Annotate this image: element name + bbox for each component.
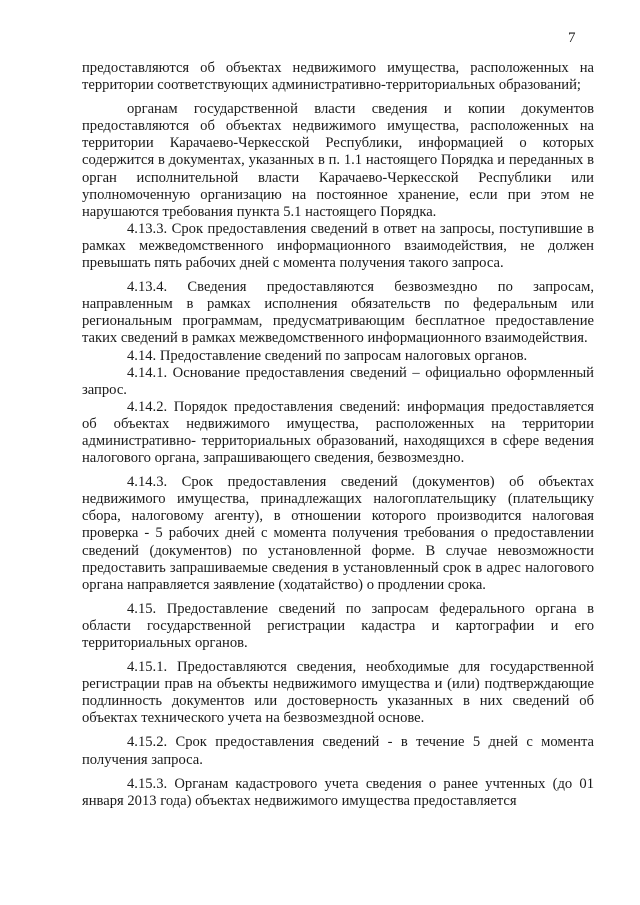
paragraph-4-13-4: 4.13.4. Сведения предоставляются безвозмездно по запросам, направленным в рамках исполнения обязательств по федеральным или региональным программам, предусматривающим бесплатное предоставление таких сведений в рамках межведомственного информационного взаимодействия. [82,279,594,347]
document-body [82,60,594,810]
paragraph-4-14-2: 4.14.2. Порядок предоставления сведений: информация предоставляется об объектах недвижимого имущества, расположенных на территории административно- территориальных образований, находящихся в сфере ведения налогового органа, запрашивающего сведения, безвозмездно. [82,398,594,467]
paragraph-4-15-2: 4.15.2. Срок предоставления сведений - в течение 5 дней с момента получения запроса. [82,734,594,768]
paragraph-4-14: 4.14. Предоставление сведений по запросам налоговых органов. [127,347,528,364]
paragraph-1: предоставляются об объектах недвижимого имущества, расположенных на территории соответствующих административно-территориальных образований; [82,60,594,94]
page-number: 7 [568,30,576,46]
paragraph-4-14-1: 4.14.1. Основание предоставления сведений – официально оформленный запрос. [82,364,594,398]
paragraph-4-14-3: 4.14.3. Срок предоставления сведений (документов) об объектах недвижимого имущества, принадлежащих налогоплательщику (плательщику сбора, налоговому агенту), в отношении которого производится налоговая проверка - 5 рабочих дней с момента получения требования о предоставлении сведений (документов) по установленной форме. В случае невозможности предоставить запрашиваемые сведения в установленный срок в адрес налогового органа направляется заявление (ходатайство) о продлении срока. [82,474,594,593]
paragraph-4-15: 4.15. Предоставление сведений по запросам федерального органа в области государственной регистрации кадастра и картографии и его территориальных органов. [82,600,594,651]
paragraph-4-15-1: 4.15.1. Предоставляются сведения, необходимые для государственной регистрации прав на объекты недвижимого имущества и (или) подтверждающие подлинность документов или достоверность указанных в них сведений об объектах технического учета на безвозмездной основе. [82,659,594,727]
paragraph-2: органам государственной власти сведения и копии документов предоставляются об объектах недвижимого имущества, расположенных на территории Карачаево-Черкесской Республики, информацией о которых содержится в документах, указанных в п. 1.1 настоящего Порядка и переданных в орган исполнительной власти Карачаево-Черкесской Республики или уполномоченную организацию на постоянное хранение, если при этом не нарушаются требования пункта 5.1 настоящего Порядка. [82,101,594,220]
paragraph-4-13-3: 4.13.3. Срок предоставления сведений в ответ на запросы, поступившие в рамках межведомственного информационного взаимодействия, не должен превышать пять рабочих дней с момента получения такого запроса. [82,220,594,272]
paragraph-4-15-3: 4.15.3. Органам кадастрового учета сведения о ранее учтенных (до 01 января 2013 года) объектах недвижимого имущества предоставляется [82,775,594,809]
